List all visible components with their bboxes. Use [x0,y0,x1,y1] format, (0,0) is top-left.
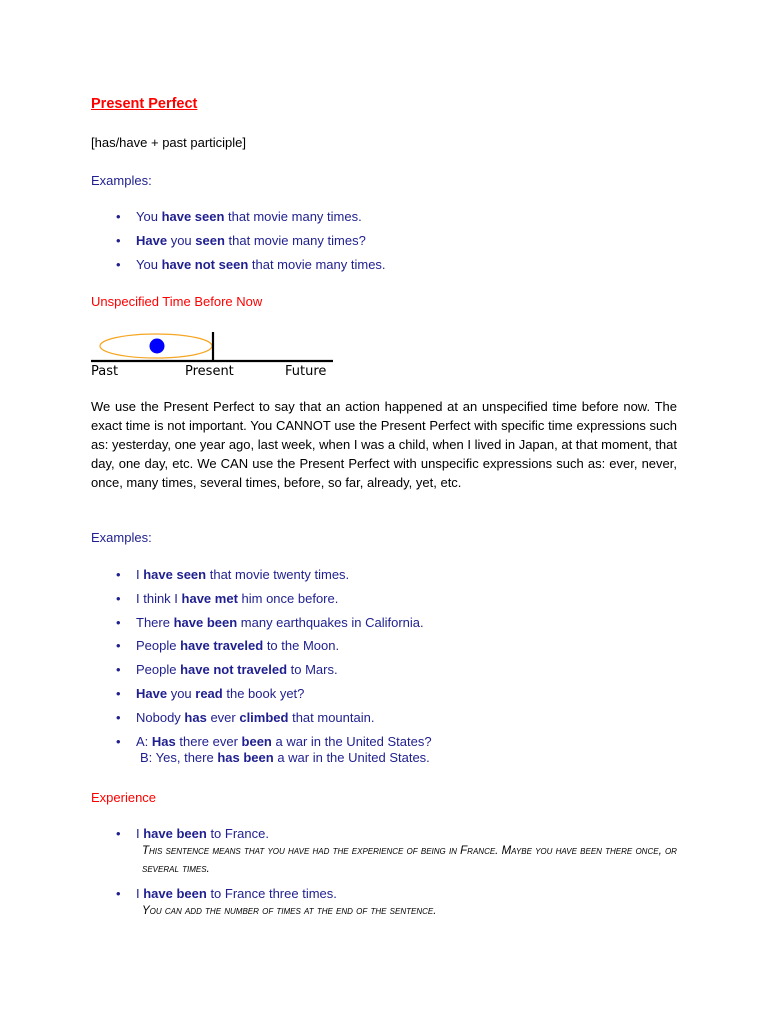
list-item: • Have you read the book yet? [91,686,691,702]
explanation-paragraph: We use the Present Perfect to say that an action happened at an unspecified time before now. The exact time is not important. You CANNOT use the Present Perfect with specific time expressions such as: yesterday, one year ago, last week, when I was a child, when I lived in Japan, at that moment, that day, one day, etc. We CAN use the Present Perfect with unspecific expressions such as: ever, never, once, many times, several times, before, so far, already, yet, etc. [91,399,677,490]
list-item: • People have not traveled to Mars. [91,662,691,678]
experience-list [91,826,691,928]
list-item: • There have been many earthquakes in California. [91,615,691,631]
list-item: • I have seen that movie twenty times. [91,567,691,583]
timeline-label-past: Past [91,364,119,378]
list-item: • I think I have met him once before. [91,591,691,607]
page-title: Present Perfect [91,96,198,112]
section-heading-unspecified: Unspecified Time Before Now [91,294,263,309]
list-item [91,886,691,920]
list-item-dialogue [91,734,691,766]
experience-note: This sentence means that you have had the experience of being in France. Maybe you have been there once, or several times. [142,845,677,875]
dialogue-line-b: B: Yes, there has been a war in the United States. [140,749,430,765]
list-item: • You have seen that movie many times. [91,209,691,225]
list-item: • You have not seen that movie many times. [91,257,691,273]
list-item: • Nobody has ever climbed that mountain. [91,710,691,726]
list-item: • Have you seen that movie many times? [91,233,691,249]
list-item: • People have traveled to the Moon. [91,638,691,654]
examples-heading-2: Examples: [91,530,152,545]
experience-sentence: I have been to France. [136,826,269,841]
examples-list-2 [91,567,691,773]
timeline-event-dot [150,339,165,354]
section-heading-experience: Experience [91,790,157,805]
timeline-diagram [90,328,340,378]
timeline-label-future: Future [285,364,327,378]
list-item [91,826,691,878]
grammar-formula: [has/have + past participle] [91,135,247,150]
timeline-label-present: Present [185,364,234,378]
examples-heading-1: Examples: [91,173,152,188]
dialogue-line-a: A: Has there ever been a war in the United States? [136,733,432,749]
experience-note: You can add the number of times at the end of the sentence. [142,904,437,917]
examples-list-1 [91,209,691,280]
experience-sentence: I have been to France three times. [136,885,337,901]
